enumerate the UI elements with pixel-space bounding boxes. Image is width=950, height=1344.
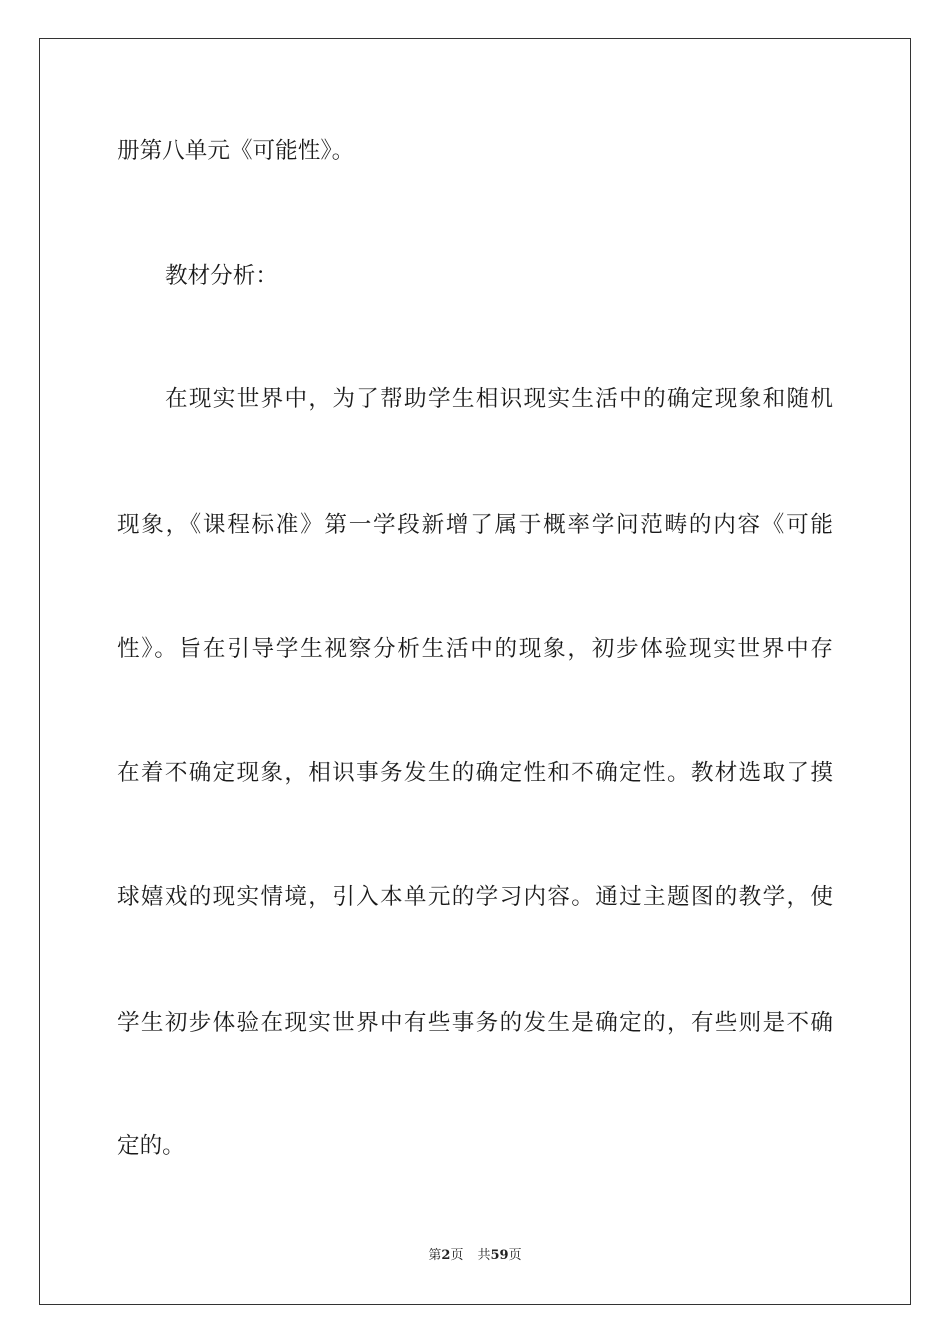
text-line: 性》。旨在引导学生视察分析生活中的现象，初步体验现实世界中存 <box>117 636 833 662</box>
page-prefix: 第 <box>428 1248 442 1263</box>
page-border <box>39 38 911 1305</box>
total-pages: 59 <box>490 1248 509 1263</box>
text-line: 定的。 <box>117 1133 185 1159</box>
text-line: 学生初步体验在现实世界中有些事务的发生是确定的，有些则是不确 <box>117 1010 833 1036</box>
text-line: 球嬉戏的现实情境，引入本单元的学习内容。通过主题图的教学，使 <box>117 884 833 910</box>
page-footer <box>0 1247 950 1265</box>
text-line: 在现实世界中，为了帮助学生相识现实生活中的确定现象和随机 <box>165 386 833 412</box>
text-line: 现象，《课程标准》第一学段新增了属于概率学问范畴的内容《可能 <box>117 512 833 538</box>
page-number: 2 <box>441 1248 451 1263</box>
text-line: 册第八单元《可能性》。 <box>117 138 355 164</box>
text-line: 在着不确定现象，相识事务发生的确定性和不确定性。教材选取了摸 <box>117 760 833 786</box>
page-suffix: 页 <box>450 1248 464 1263</box>
total-prefix: 共 <box>477 1248 491 1263</box>
total-suffix: 页 <box>508 1248 522 1263</box>
section-heading: 教材分析： <box>165 263 278 289</box>
